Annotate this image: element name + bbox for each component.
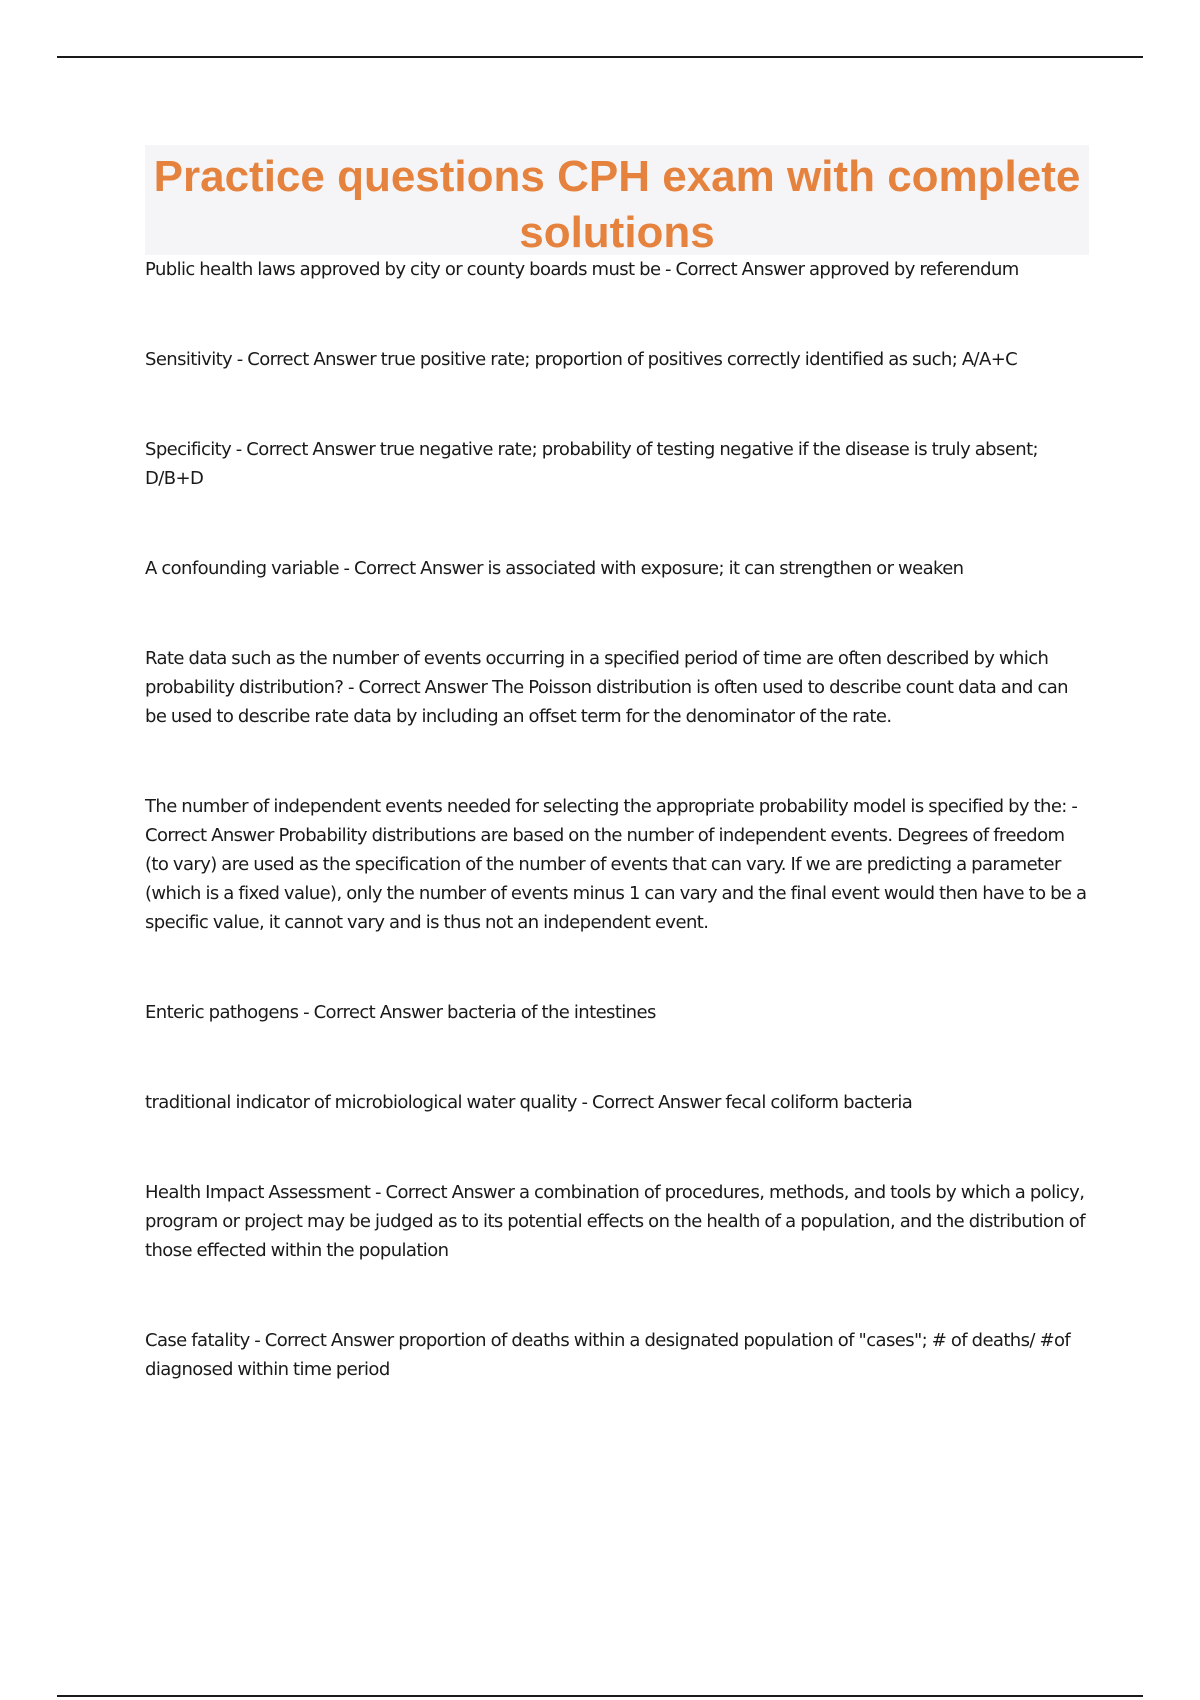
qa-item-8: traditional indicator of microbiological water quality - Correct Answer fecal coliform bacteria — [145, 1092, 913, 1113]
qa-item-3: Specificity - Correct Answer true negative rate; probability of testing negative if the disease is truly absent; D/B+D — [145, 439, 1038, 489]
qa-item-10: Case fatality - Correct Answer proportion of deaths within a designated population of "cases"; # of deaths/ #of diagnosed within time period — [145, 1330, 1071, 1380]
qa-item-5: Rate data such as the number of events occurring in a specified period of time are often described by which probability distribution? - Correct Answer The Poisson distribution is often used to describe count data and can be used to describe rate data by including an offset term for the denominator of the rate. — [145, 648, 1068, 727]
qa-item-1: Public health laws approved by city or county boards must be - Correct Answer approved by referendum — [145, 259, 1019, 280]
title-block — [145, 145, 1089, 255]
qa-list — [145, 255, 1089, 1384]
qa-item-4: A confounding variable - Correct Answer is associated with exposure; it can strengthen or weaken — [145, 558, 964, 579]
header-rule — [57, 56, 1143, 58]
qa-item-6: The number of independent events needed for selecting the appropriate probability model is specified by the: - Correct Answer Probability distributions are based on the number of independent events. Degrees of freedom (to vary) are used as the specification of the number of events that can vary. If we are predicting a parameter (which is a fixed value), only the number of events minus 1 can vary and the final event would then have to be a specific value, it cannot vary and is thus not an independent event. — [145, 796, 1087, 933]
footer-rule — [57, 1695, 1143, 1697]
qa-item-2: Sensitivity - Correct Answer true positive rate; proportion of positives correctly identified as such; A/A+C — [145, 349, 1018, 370]
qa-item-7: Enteric pathogens - Correct Answer bacteria of the intestines — [145, 1002, 656, 1023]
document-title: Practice questions CPH exam with complete solutions — [153, 152, 1081, 257]
qa-item-9: Health Impact Assessment - Correct Answer a combination of procedures, methods, and tools by which a policy, program or project may be judged as to its potential effects on the health of a population, and the distribution of those effected within the population — [145, 1182, 1085, 1261]
